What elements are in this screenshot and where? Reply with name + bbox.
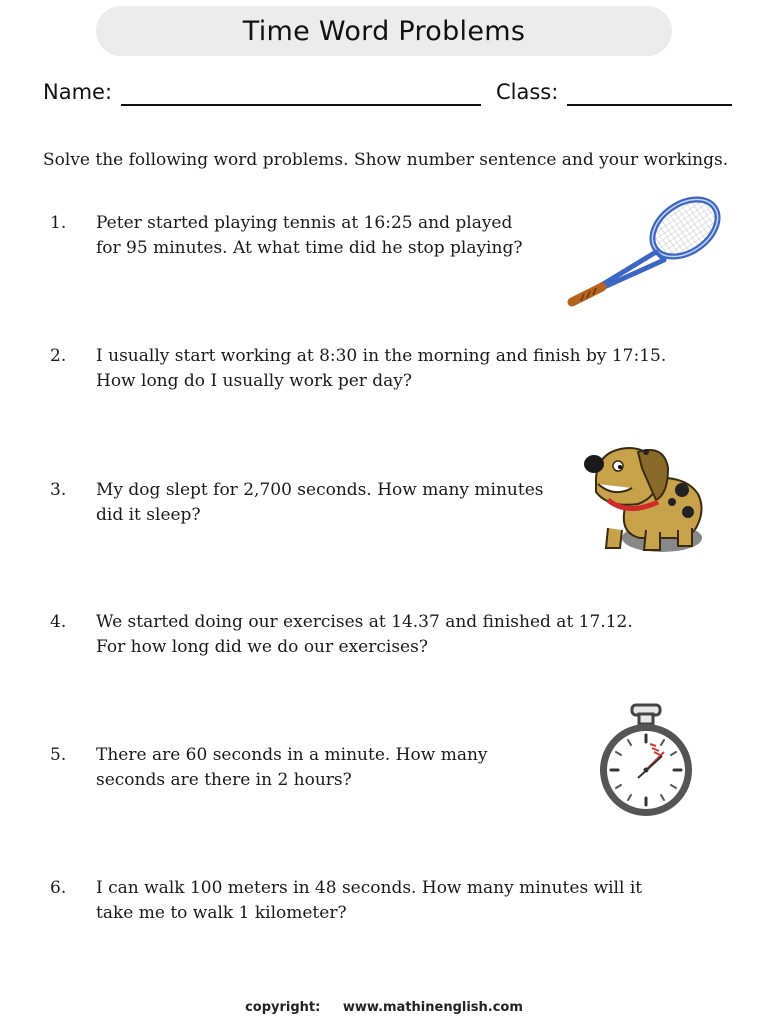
student-info-fields (43, 80, 733, 110)
problem-number: 6. (50, 878, 67, 898)
problem-text (96, 876, 642, 926)
problem-line: take me to walk 1 kilometer? (96, 903, 347, 923)
problem-number: 1. (50, 213, 67, 233)
class-label: Class: (496, 80, 559, 104)
problem-number: 2. (50, 346, 67, 366)
title-banner (96, 6, 672, 56)
problem-line: For how long did we do our exercises? (96, 637, 428, 657)
dog-icon (578, 438, 713, 558)
problem-number: 4. (50, 612, 67, 632)
problem-number: 3. (50, 480, 67, 500)
problem-text (96, 344, 666, 394)
problem-text (96, 478, 544, 528)
problem-text (96, 743, 488, 793)
problem-line: seconds are there in 2 hours? (96, 770, 352, 790)
tennis-racket-icon (560, 190, 730, 310)
problem-line: There are 60 seconds in a minute. How many (96, 745, 488, 765)
class-field[interactable] (567, 104, 732, 106)
problem-line: I usually start working at 8:30 in the morning and finish by 17:15. (96, 346, 667, 366)
page-title: Time Word Problems (242, 15, 526, 47)
name-field[interactable] (121, 104, 481, 106)
problem-line: for 95 minutes. At what time did he stop playing? (96, 238, 523, 258)
problem-line: did it sleep? (96, 505, 201, 525)
copyright-footer (0, 1000, 768, 1015)
problem-number: 5. (50, 745, 67, 765)
problem-line: I can walk 100 meters in 48 seconds. How many minutes will it (96, 878, 643, 898)
name-label: Name: (43, 80, 113, 104)
instructions: Solve the following word problems. Show number sentence and your workings. (43, 150, 729, 170)
problem-text (96, 211, 522, 261)
problem-line: How long do I usually work per day? (96, 371, 413, 391)
copyright-label: copyright: (245, 1000, 321, 1015)
problem-text (96, 610, 633, 660)
website-link[interactable]: www.mathinenglish.com (342, 1000, 523, 1015)
problem-line: My dog slept for 2,700 seconds. How many minutes (96, 480, 544, 500)
stopwatch-icon (594, 702, 698, 822)
problem-line: We started doing our exercises at 14.37 and finished at 17.12. (96, 612, 633, 632)
problem-line: Peter started playing tennis at 16:25 and played (96, 213, 513, 233)
